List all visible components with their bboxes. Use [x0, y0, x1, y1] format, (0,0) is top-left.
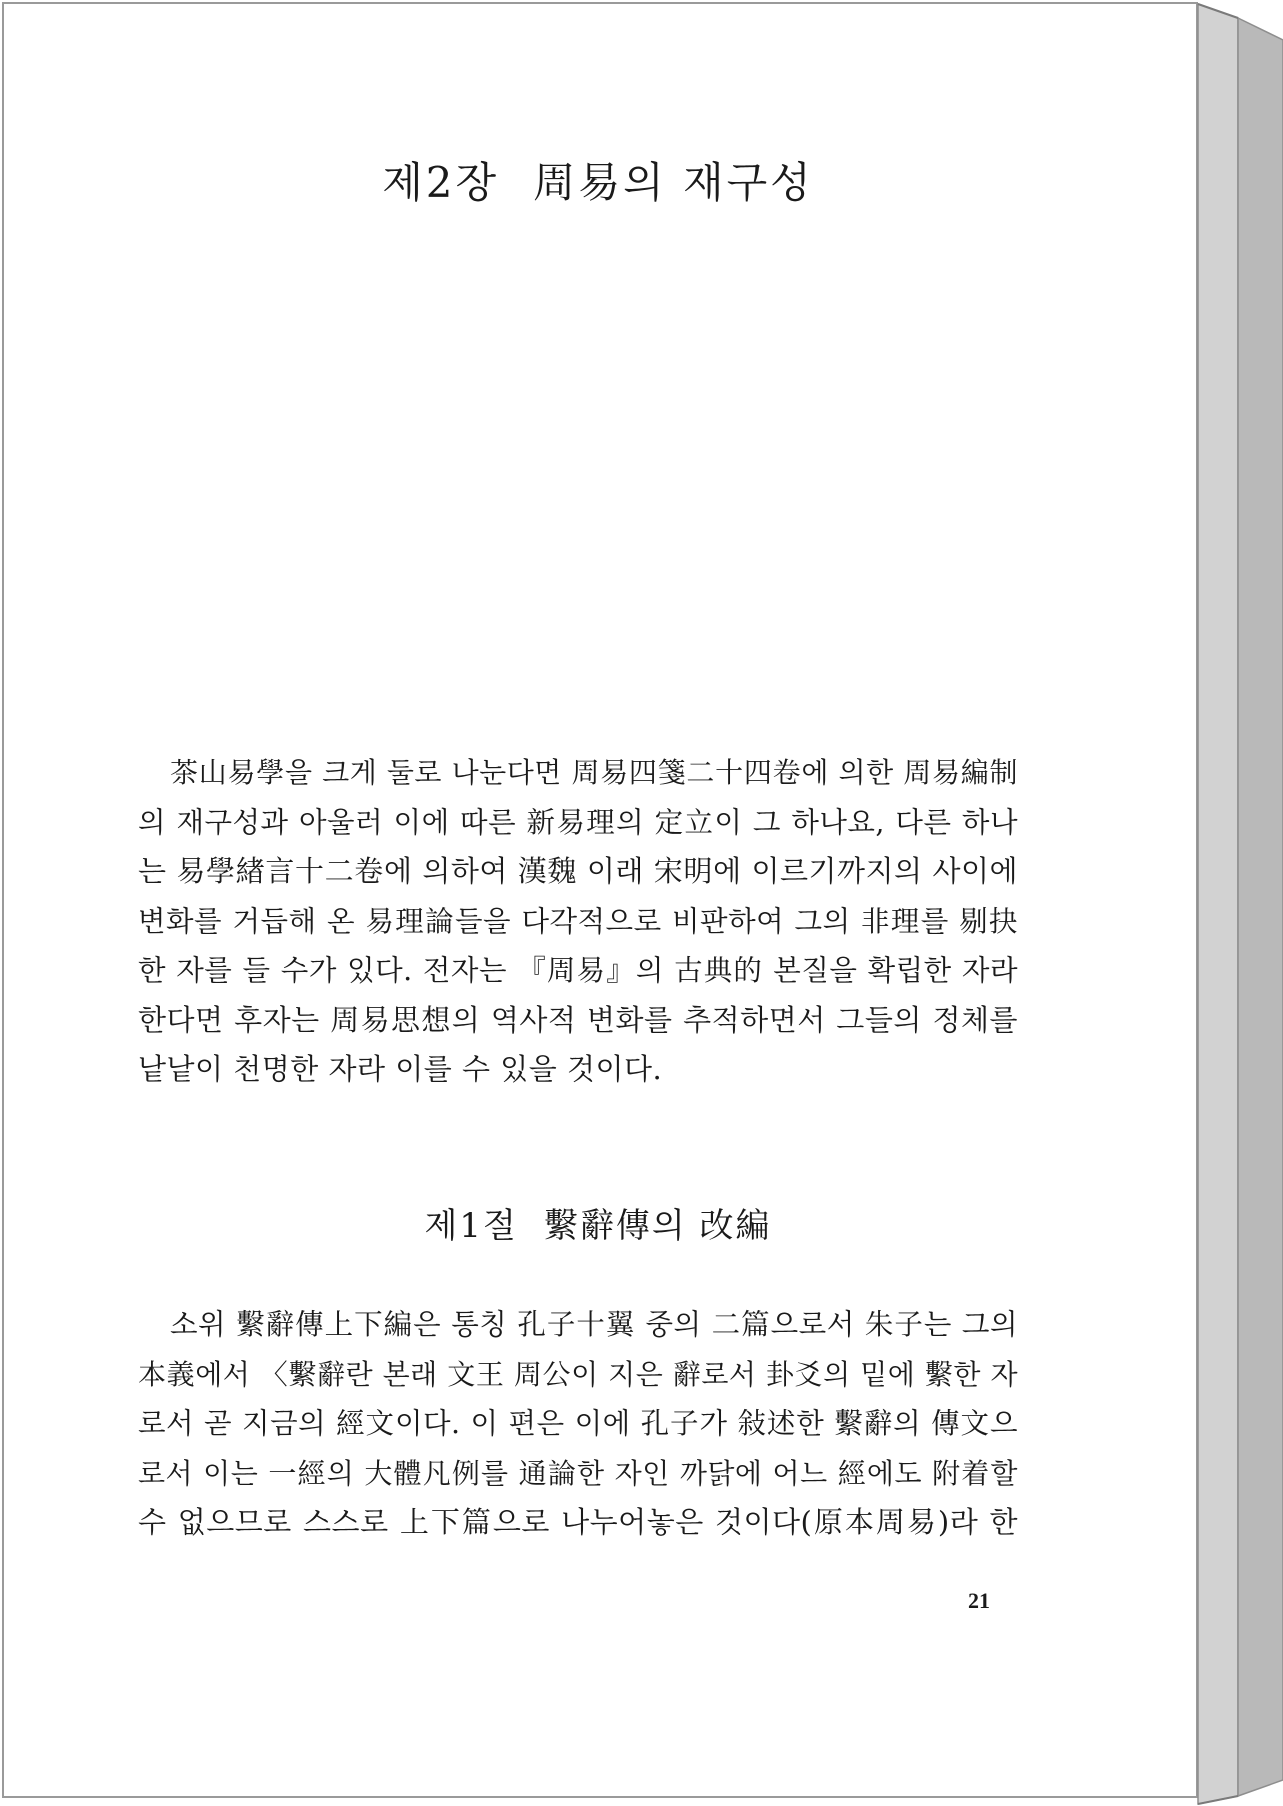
paragraph-line: 로서 곧 지금의 經文이다. 이 편은 이에 孔子가 敍述한 繫辭의 傳文으 — [138, 1407, 1018, 1440]
paragraph-line: 는 易學緖言十二卷에 의하여 漢魏 이래 宋明에 이르기까지의 사이에 — [138, 854, 1018, 888]
chapter-heading — [0, 150, 1196, 210]
paragraph-line: 한 자를 들 수가 있다. 전자는 『周易』의 古典的 본질을 확립한 자라 — [138, 954, 1018, 987]
paragraph-line: 낱낱이 천명한 자라 이를 수 있을 것이다. — [138, 1052, 663, 1086]
paragraph-line: 로서 이는 一經의 大體凡例를 通論한 자인 까닭에 어느 經에도 附着할 — [138, 1456, 1018, 1490]
paragraph-line: 한다면 후자는 周易思想의 역사적 변화를 추적하면서 그들의 정체를 — [138, 1002, 1018, 1037]
paragraph-line: 의 재구성과 아울러 이에 따른 新易理의 定立이 그 하나요, 다른 하나 — [138, 805, 1018, 839]
paragraph-line: 소위 繫辭傳上下編은 통칭 孔子十翼 중의 二篇으로서 朱子는 그의 — [170, 1308, 1018, 1341]
section-label: 제1절 — [424, 1206, 518, 1246]
section-title: 繫辭傳의 改編 — [543, 1206, 772, 1246]
page-number: 21 — [968, 1588, 990, 1613]
section-paragraph — [138, 1300, 1018, 1548]
chapter-title: 周易의 재구성 — [533, 158, 814, 207]
paragraph-line: 本義에서 〈繫辭란 본래 文王 周公이 지은 辭로서 卦爻의 밑에 繫한 자 — [138, 1357, 1018, 1391]
section-heading — [0, 1198, 1196, 1247]
paragraph-line: 변화를 거듭해 온 易理論들을 다각적으로 비판하여 그의 非理를 剔抉 — [138, 904, 1018, 938]
intro-paragraph — [138, 748, 1018, 1095]
chapter-label: 제2장 — [382, 158, 500, 207]
paragraph-line: 茶山易學을 크게 둘로 나눈다면 周易四箋二十四卷에 의한 周易編制 — [170, 756, 1018, 789]
paragraph-line: 수 없으므로 스스로 上下篇으로 나누어놓은 것이다(原本周易)라 한 — [138, 1505, 1018, 1539]
